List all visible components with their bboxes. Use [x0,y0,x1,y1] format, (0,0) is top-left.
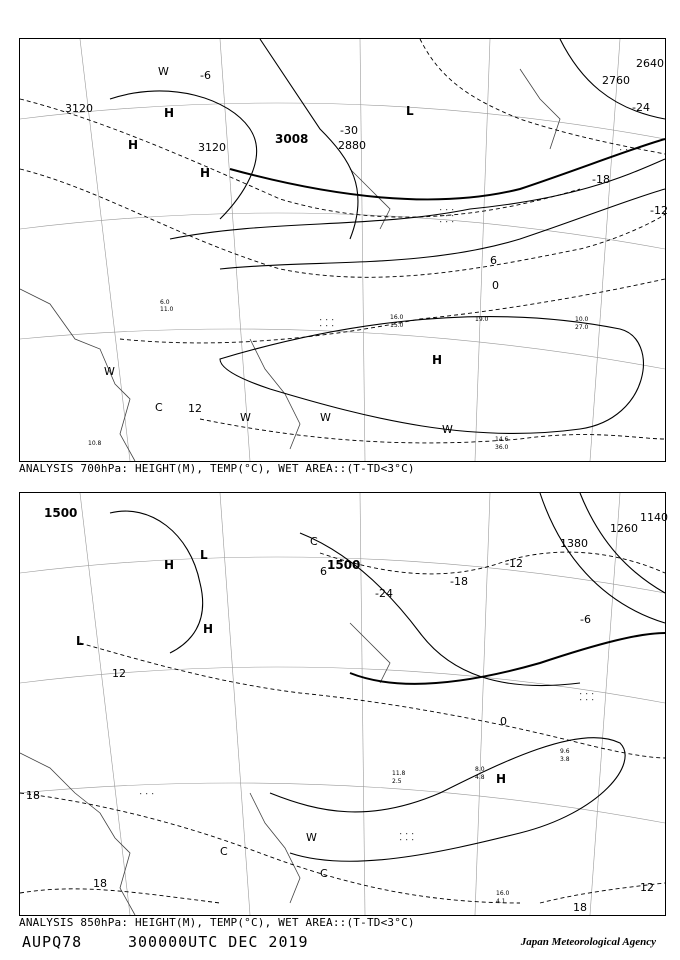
temperature-label: -24 [375,587,393,600]
coastline [20,623,390,915]
station-value: 16.0 [496,890,510,897]
height-label: 3120 [65,102,93,115]
map-850hpa [20,493,668,915]
temperature-label: 18 [93,877,107,890]
station-value: 2.5 [392,778,402,785]
temperature-label: 6 [320,565,327,578]
high-pressure-mark: H [128,138,139,152]
low-pressure-mark: L [406,104,414,118]
height-label: 3120 [198,141,226,154]
warm-mark: W [306,831,317,844]
warm-mark: W [158,65,169,78]
temperature-label: -12 [505,557,523,570]
chart-panel-700hpa [19,38,666,462]
height-label: 1500 [327,558,361,572]
temperature-label: -18 [592,173,610,186]
high-pressure-mark: H [203,622,214,636]
station-value: 4.8 [475,774,485,781]
station-value: 8.0 [475,766,485,773]
temperature-label: 18 [26,789,40,802]
cold-mark: C [320,867,328,880]
temperature-label: -6 [580,613,591,626]
agency-name: Japan Meteorological Agency [520,936,656,948]
station-value: 11.0 [160,306,174,313]
temperature-label: 6 [490,254,497,267]
high-pressure-mark: H [164,558,175,572]
temperature-label: 12 [188,402,202,415]
temperature-label: 0 [492,279,499,292]
station-value: 15.0 [390,322,404,329]
temperature-label: 12 [640,881,654,894]
height-label: 1260 [610,522,638,535]
warm-mark: W [442,423,453,436]
station-value: 3.8 [560,756,570,763]
height-label: 1500 [44,506,78,520]
station-value: 36.0 [495,444,509,451]
height-label: 2760 [602,74,630,87]
height-label: 3008 [275,132,309,146]
cold-mark: C [220,845,228,858]
station-value: 14.6 [495,436,509,443]
station-value: 4.1 [496,898,506,905]
height-label: 1140 [640,511,668,524]
high-pressure-mark: H [496,772,507,786]
caption-850hpa: ANALYSIS 850hPa: HEIGHT(M), TEMP(°C), WET AREA::(T-TD<3°C) [19,916,415,929]
station-value: 9.6 [560,748,570,755]
temperature-label: 0 [500,715,507,728]
station-value: 11.8 [392,770,406,777]
station-value: 16.0 [390,314,404,321]
cold-mark: C [310,535,318,548]
temperature-label: -30 [340,124,358,137]
temperature-label: -12 [650,204,668,217]
height-label: 1380 [560,537,588,550]
height-label: 2880 [338,139,366,152]
temperature-contours [20,39,665,443]
height-contours [110,39,665,433]
temperature-label: -24 [632,101,650,114]
low-pressure-mark: L [200,548,208,562]
chart-code: AUPQ78 [22,933,83,951]
low-pressure-mark: L [76,634,84,648]
station-value: 10.8 [88,440,102,447]
chart-panel-850hpa [19,492,666,916]
warm-mark: W [320,411,331,424]
latlon-grid [20,39,665,461]
station-value: 19.0 [475,316,489,323]
station-value: 10.0 [575,316,589,323]
temperature-label: 18 [573,901,587,914]
temperature-label: -6 [200,69,211,82]
temperature-contours [20,552,665,903]
high-pressure-mark: H [164,106,175,120]
caption-700hpa: ANALYSIS 700hPa: HEIGHT(M), TEMP(°C), WET AREA::(T-TD<3°C) [19,462,415,475]
analysis-time: 300000UTC DEC 2019 [128,933,309,951]
cold-mark: C [155,401,163,414]
high-pressure-mark: H [432,353,443,367]
station-value: 27.0 [575,324,589,331]
warm-mark: W [240,411,251,424]
map-700hpa [20,39,668,461]
height-label: 2640 [636,57,664,70]
high-pressure-mark: H [200,166,211,180]
station-value: 6.0 [160,299,170,306]
wet-area [320,149,633,326]
temperature-label: -18 [450,575,468,588]
temperature-label: 12 [112,667,126,680]
wet-area [140,693,593,840]
warm-mark: W [104,365,115,378]
